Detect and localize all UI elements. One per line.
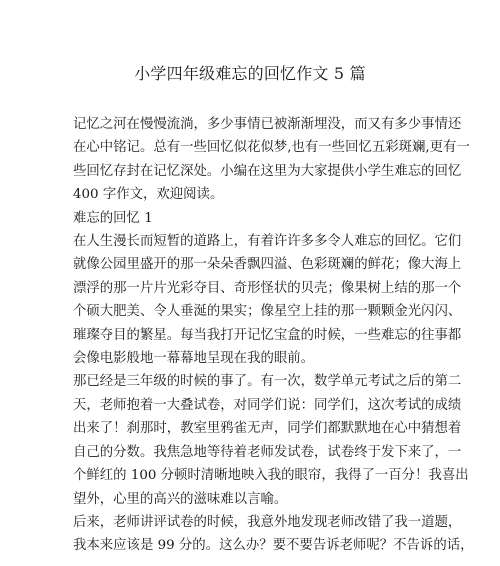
text-line: 望外，心里的高兴的滋味难以言喻。 [73, 491, 288, 507]
text-line: 些回忆存封在记忆深处。小编在这里为大家提供小学生难忘的回忆 [73, 163, 462, 179]
text-line: 会像电影般地一幕幕地呈现在我的眼前。 [73, 351, 315, 367]
section-heading [73, 207, 430, 230]
text-line: 漂浮的那一片片光彩夺目、奇形怪状的贝壳；像果树上结的那一个 [73, 280, 462, 296]
paragraph-3 [73, 511, 474, 558]
text-line: 璀璨夺目的繁星。每当我打开记忆宝盒的时候，一些难忘的往事都 [73, 327, 462, 343]
text-line: 在人生漫长而短暂的道路上，有着许许多多令人难忘的回忆。它们 [73, 234, 462, 250]
text-line: 自己的分数。我焦急地等待着老师发试卷，试卷终于发下来了，一 [73, 444, 462, 460]
paragraph-1 [73, 230, 462, 370]
page-bottom-fade [0, 560, 500, 566]
article-body [73, 113, 474, 558]
text-line: 400 字作文，欢迎阅读。 [73, 187, 224, 203]
text-line: 个硕大肥美、令人垂涎的果实；像星空上挂的那一颗颗金光闪闪、 [73, 304, 462, 320]
text-line: 在心中铭记。总有一些回忆似花似梦,也有一些回忆五彩斑斓,更有一 [73, 140, 470, 156]
text-line: 天，老师抱着一大叠试卷，对同学们说：同学们，这次考试的成绩 [73, 397, 462, 413]
text-line: 记忆之河在慢慢流淌，多少事情已被渐渐埋没，而又有多少事情还 [73, 117, 462, 132]
text-line: 个鲜红的 100 分顿时清晰地映入我的眼帘，我得了一百分！我喜出 [73, 468, 469, 484]
article-title: 小学四年级难忘的回忆作文 5 篇 [134, 64, 366, 83]
text-line: 那已经是三年级的时候的事了。有一次，数学单元考试之后的第二 [73, 374, 462, 390]
text-line: 出来了！刹那时，教室里鸦雀无声，同学们都默默地在心中猜想着 [73, 421, 462, 437]
intro-paragraph [73, 113, 470, 207]
section-heading-text: 难忘的回忆 1 [73, 210, 153, 226]
text-line: 就像公园里盛开的那一朵朵香飘四溢、色彩斑斓的鲜花；像大海上 [73, 257, 462, 273]
paragraph-2 [73, 370, 469, 510]
text-line: 我本来应该是 99 分的。这么办？要不要告诉老师呢？不告诉的话， [73, 538, 474, 554]
text-line: 后来，老师讲评试卷的时候，我意外地发现老师改错了我一道题， [73, 514, 462, 530]
